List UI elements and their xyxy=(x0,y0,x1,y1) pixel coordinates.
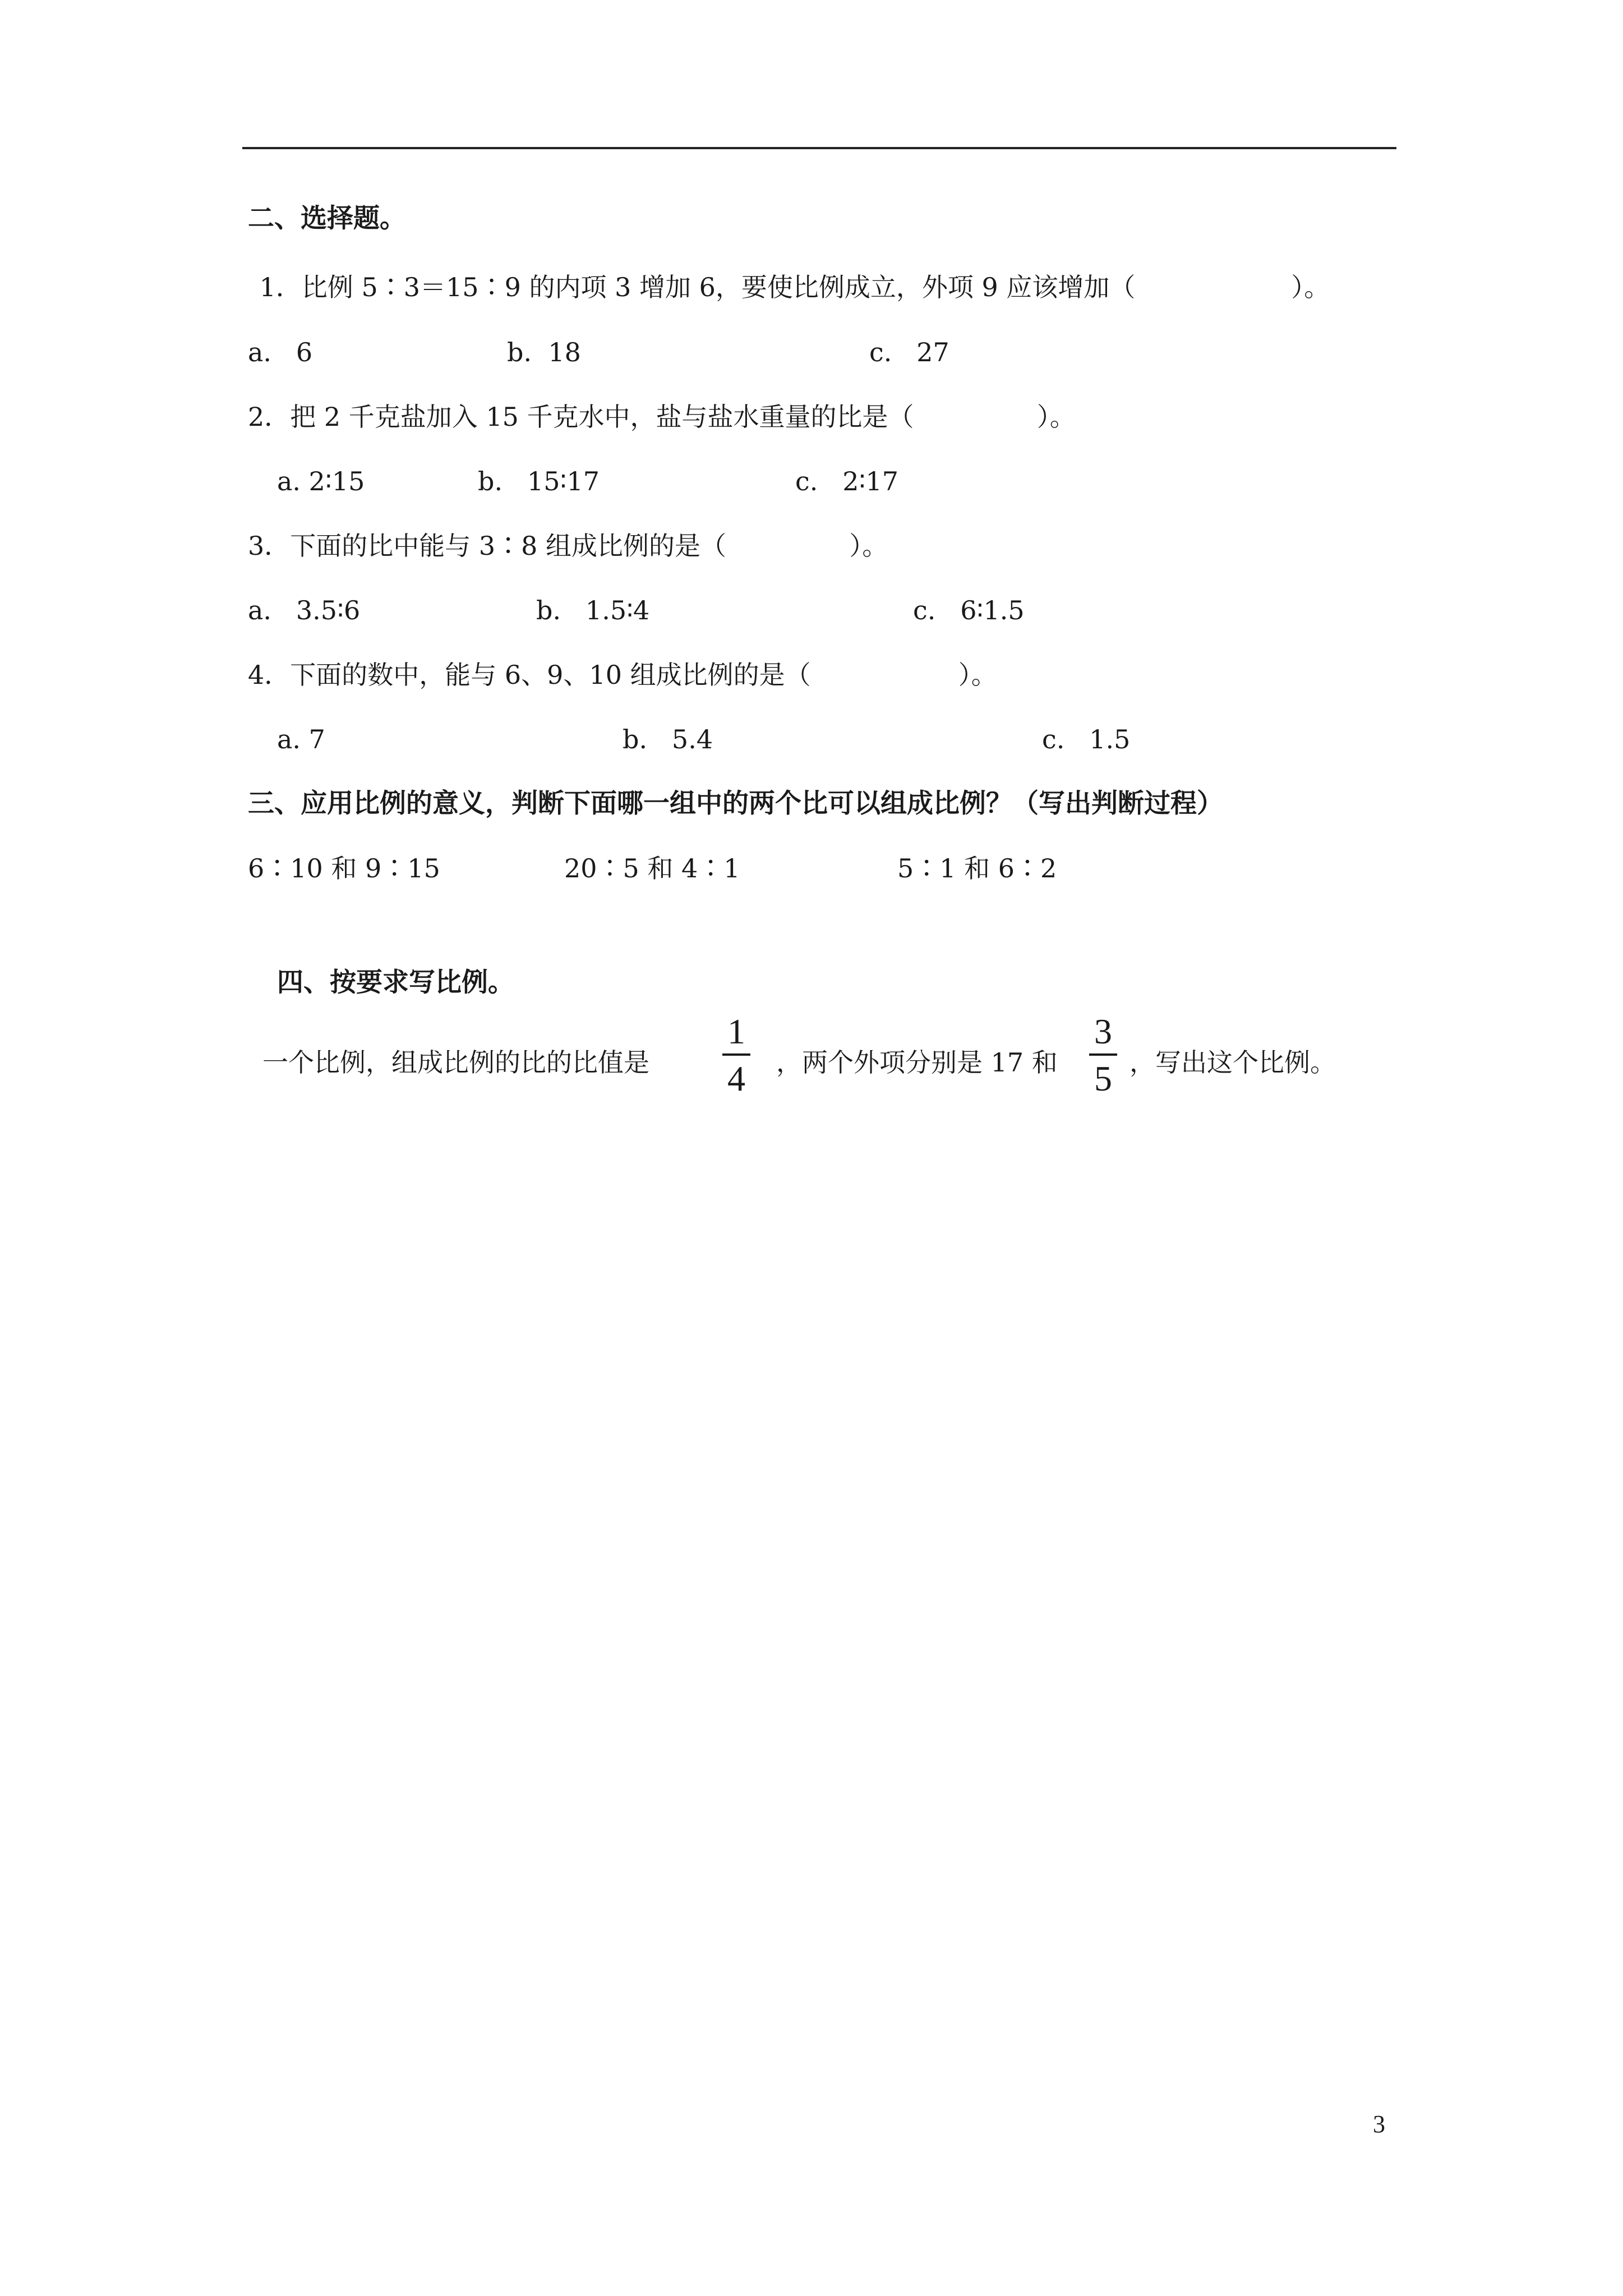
section-3-item-3: 5∶1 和 6∶2 xyxy=(897,853,1057,884)
section-3-item-1: 6∶10 和 9∶15 xyxy=(248,853,440,884)
fraction-1-numerator: 1 xyxy=(727,1011,745,1051)
question-1-option-c: c. 27 xyxy=(869,337,949,367)
fraction-2-denominator: 5 xyxy=(1094,1059,1112,1098)
question-3-option-c: c. 6∶1.5 xyxy=(913,595,1025,625)
question-1-text: 1．比例 5∶3＝15∶9 的内项 3 增加 6，要使比例成立，外项 9 应该增加（ ）。 xyxy=(251,272,1330,302)
question-4-option-a: a. 7 xyxy=(277,724,325,754)
section-4-title: 四、按要求写比例。 xyxy=(277,967,514,998)
fraction-1-bar xyxy=(722,1053,750,1056)
question-2-option-c: c. 2∶17 xyxy=(795,466,899,496)
question-2-text: 2．把 2 千克盐加入 15 千克水中，盐与盐水重量的比是（ ）。 xyxy=(248,402,1076,432)
section-3-title: 三、应用比例的意义，判断下面哪一组中的两个比可以组成比例？（写出判断过程） xyxy=(248,788,1223,819)
section-4-text-part1: 一个比例，组成比例的比的比值是 xyxy=(262,1047,649,1078)
header-rule xyxy=(242,147,1396,149)
question-3-option-b: b. 1.5∶4 xyxy=(536,595,650,625)
question-2-option-b: b. 15∶17 xyxy=(478,466,600,496)
question-2-option-a: a. 2∶15 xyxy=(277,466,365,496)
question-1-option-a: a. 6 xyxy=(248,337,313,367)
section-4-text-part3: ，写出这个比例。 xyxy=(1129,1047,1336,1078)
fraction-one-quarter xyxy=(721,1012,751,1098)
fraction-2-bar xyxy=(1089,1053,1117,1056)
question-3-option-a: a. 3.5∶6 xyxy=(248,595,361,625)
question-1-option-b: b. 18 xyxy=(507,337,581,367)
question-4-option-c: c. 1.5 xyxy=(1042,724,1131,754)
page-number: 3 xyxy=(1373,2110,1385,2138)
question-3-text: 3．下面的比中能与 3∶8 组成比例的是（ ）。 xyxy=(248,531,888,561)
fraction-2-numerator: 3 xyxy=(1094,1011,1112,1051)
fraction-1-denominator: 4 xyxy=(727,1059,745,1098)
section-3-item-2: 20∶5 和 4∶1 xyxy=(564,853,740,884)
question-4-option-b: b. 5.4 xyxy=(623,724,713,754)
question-4-text: 4．下面的数中，能与 6、9、10 组成比例的是（ ）。 xyxy=(248,660,997,690)
section-4-text-part2: ，两个外项分别是 17 和 xyxy=(776,1047,1058,1078)
fraction-three-fifths xyxy=(1088,1012,1118,1098)
section-2-title: 二、选择题。 xyxy=(248,203,406,234)
